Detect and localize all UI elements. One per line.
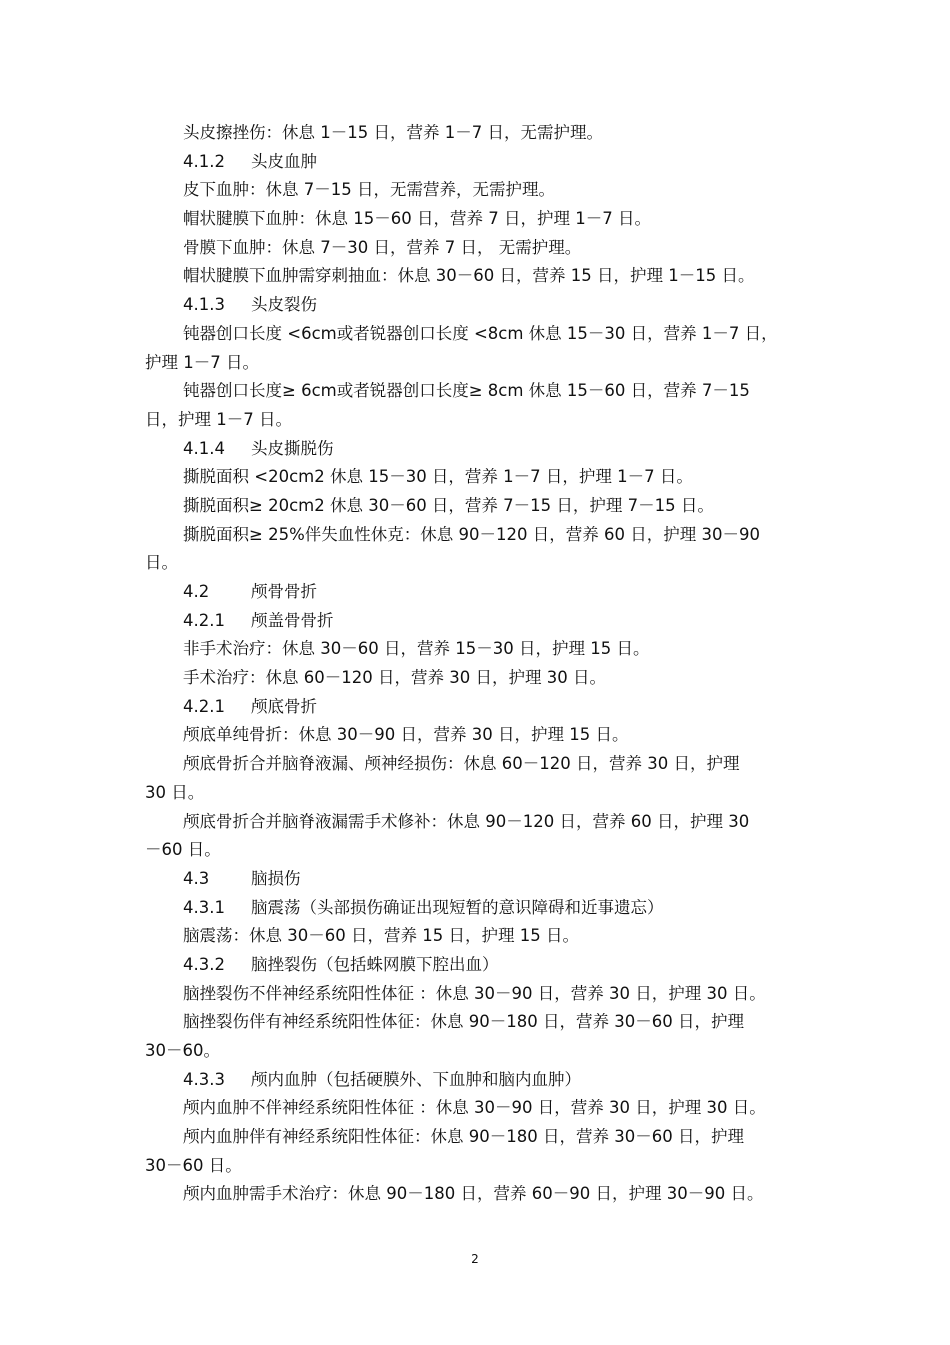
section-heading <box>145 951 815 980</box>
paragraph-line: 颅底骨折合并脑脊液漏需手术修补：休息 90－120 日，营养 60 日，护理 30 <box>183 811 750 831</box>
paragraph-line: 帽状腱膜下血肿需穿刺抽血：休息 30－60 日，营养 15 日，护理 1－15 日。 <box>183 266 755 286</box>
paragraph-line: 撕脱面积≥ 20cm2 休息 30－60 日，营养 7－15 日，护理 7－15 日。 <box>183 495 714 515</box>
section-heading <box>145 578 815 607</box>
section-heading <box>145 291 815 320</box>
section-heading <box>145 865 815 894</box>
section-number: 4.1.4 <box>183 438 225 458</box>
section-title: 脑损伤 <box>251 868 301 888</box>
paragraph-line: 脑挫裂伤不伴神经系统阳性体征 ：休息 30－90 日，营养 30 日，护理 30 日。 <box>183 983 766 1003</box>
paragraph-line: 日，护理 1－7 日。 <box>145 409 292 429</box>
page-number: 2 <box>471 1252 479 1266</box>
section-title: 颅盖骨骨折 <box>251 610 334 630</box>
paragraph-line: 撕脱面积 <20cm2 休息 15－30 日，营养 1－7 日，护理 1－7 日。 <box>183 467 693 487</box>
section-number: 4.2 <box>183 582 210 601</box>
paragraph-line: 颅底单纯骨折：休息 30－90 日，营养 30 日，护理 15 日。 <box>183 725 629 745</box>
section-title: 头皮撕脱伤 <box>251 438 334 458</box>
paragraph-line: 帽状腱膜下血肿：休息 15－60 日，营养 7 日，护理 1－7 日。 <box>183 209 651 229</box>
section-heading <box>145 693 815 722</box>
paragraph-line: 手术治疗：休息 60－120 日，营养 30 日，护理 30 日。 <box>183 668 606 688</box>
paragraph-line: 皮下血肿：休息 7－15 日，无需营养，无需护理。 <box>183 180 555 200</box>
document-body <box>145 119 815 1209</box>
section-number: 4.3.3 <box>183 1069 225 1089</box>
section-title: 头皮血肿 <box>251 151 317 171</box>
paragraph-line: 钝器创口长度≥ 6cm或者锐器创口长度≥ 8cm 休息 15－60 日，营养 7－15 <box>183 381 750 401</box>
section-number: 4.3 <box>183 868 210 888</box>
section-number: 4.3.1 <box>183 897 225 917</box>
section-number: 4.1.3 <box>183 295 225 315</box>
paragraph-line: 撕脱面积≥ 25%伴失血性休克：休息 90－120 日，营养 60 日，护理 30－90 <box>183 524 760 544</box>
section-heading <box>145 894 815 923</box>
section-heading <box>145 435 815 464</box>
section-title: 脑挫裂伤（包括蛛网膜下腔出血） <box>251 954 499 974</box>
paragraph-line: 脑震荡：休息 30－60 日，营养 15 日，护理 15 日。 <box>183 926 579 946</box>
paragraph-line: 日。 <box>145 553 178 573</box>
section-heading <box>145 607 815 636</box>
section-title: 颅底骨折 <box>251 696 317 716</box>
section-number: 4.2.1 <box>183 610 225 630</box>
paragraph-line: 30－60 日。 <box>145 1155 242 1175</box>
section-title: 头皮裂伤 <box>251 295 317 315</box>
paragraph-line: 30－60。 <box>145 1041 220 1060</box>
section-title: 脑震荡（头部损伤确证出现短暂的意识障碍和近事遗忘） <box>251 897 664 917</box>
paragraph-line: 骨膜下血肿：休息 7－30 日，营养 7 日， 无需护理。 <box>183 237 582 257</box>
section-title: 颅内血肿（包括硬膜外、下血肿和脑内血肿） <box>251 1069 581 1089</box>
section-number: 4.2.1 <box>183 696 225 716</box>
section-number: 4.1.2 <box>183 151 225 171</box>
paragraph-line: 30 日。 <box>145 782 205 802</box>
paragraph-line: 颅内血肿需手术治疗：休息 90－180 日，营养 60－90 日，护理 30－90 日。 <box>183 1184 764 1204</box>
paragraph-line: 钝器创口长度 <6cm或者锐器创口长度 <8cm 休息 15－30 日，营养 1－7 日， <box>183 323 778 343</box>
paragraph-line: 颅底骨折合并脑脊液漏、颅神经损伤：休息 60－120 日，营养 30 日，护理 <box>183 754 740 774</box>
paragraph-line: 颅内血肿伴有神经系统阳性体征：休息 90－180 日，营养 30－60 日，护理 <box>183 1127 744 1147</box>
section-heading <box>145 1066 815 1095</box>
paragraph-line: －60 日。 <box>145 840 221 860</box>
paragraph-line: 头皮擦挫伤：休息 1－15 日，营养 1－7 日，无需护理。 <box>183 123 603 142</box>
paragraph-line: 非手术治疗：休息 30－60 日，营养 15－30 日，护理 15 日。 <box>183 639 650 659</box>
section-heading <box>145 148 815 177</box>
section-title: 颅骨骨折 <box>251 582 317 601</box>
paragraph-line: 护理 1－7 日。 <box>145 352 259 372</box>
section-number: 4.3.2 <box>183 954 225 974</box>
paragraph-line: 脑挫裂伤伴有神经系统阳性体征：休息 90－180 日，营养 30－60 日，护理 <box>183 1012 744 1032</box>
paragraph-line: 颅内血肿不伴神经系统阳性体征 ：休息 30－90 日，营养 30 日，护理 30 日。 <box>183 1098 766 1118</box>
